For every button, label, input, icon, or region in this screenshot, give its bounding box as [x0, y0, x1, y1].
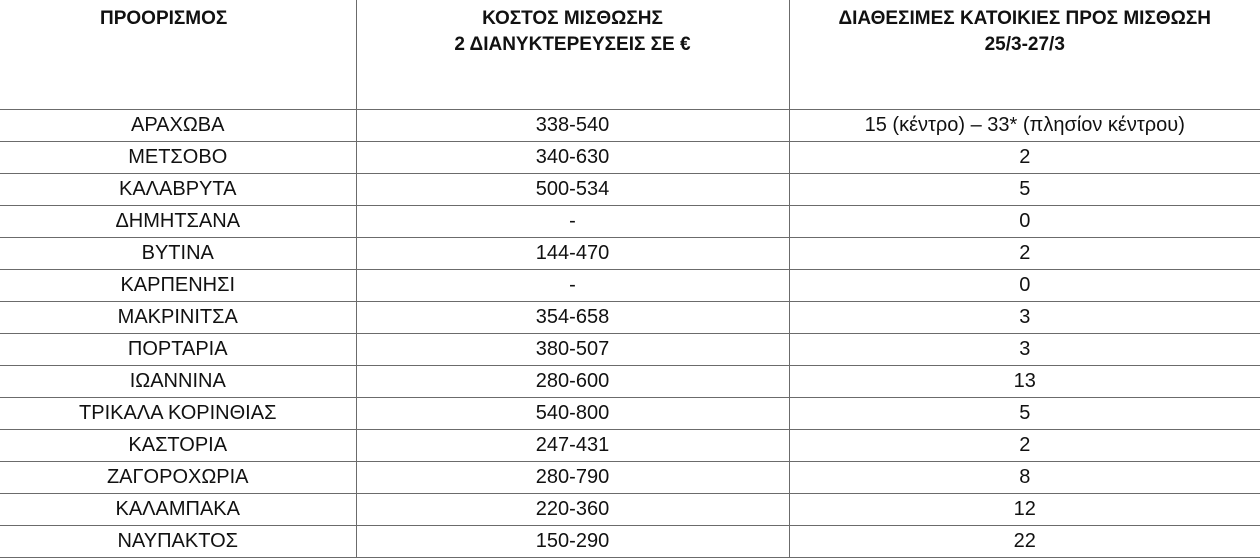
- table-row: [0, 301, 1260, 333]
- cell-destination: ΑΡΑΧΩΒΑ: [0, 109, 356, 141]
- cell-cost: 247-431: [356, 429, 789, 461]
- table-row: [0, 269, 1260, 301]
- cell-available: 13: [789, 365, 1260, 397]
- cell-destination: ΚΑΣΤΟΡΙΑ: [0, 429, 356, 461]
- cell-destination: ΙΩΑΝΝΙΝΑ: [0, 365, 356, 397]
- header-destination-label: ΠΡΟΟΡΙΣΜΟΣ: [100, 6, 356, 32]
- cell-cost: 280-600: [356, 365, 789, 397]
- header-cost: [356, 0, 789, 109]
- table-body: [0, 109, 1260, 557]
- header-row: [0, 0, 1260, 109]
- cell-available: 2: [789, 237, 1260, 269]
- cell-cost: -: [356, 205, 789, 237]
- cell-available: 0: [789, 269, 1260, 301]
- cell-available: 8: [789, 461, 1260, 493]
- header-destination: [0, 0, 356, 109]
- cell-cost: 150-290: [356, 525, 789, 557]
- cell-available: 12: [789, 493, 1260, 525]
- table-header: [0, 0, 1260, 109]
- table-row: [0, 173, 1260, 205]
- header-cost-line2: 2 ΔΙΑΝΥΚΤΕΡΕΥΣΕΙΣ ΣΕ €: [357, 32, 789, 58]
- cell-destination: ΒΥΤΙΝΑ: [0, 237, 356, 269]
- table-row: [0, 429, 1260, 461]
- cell-available: 2: [789, 429, 1260, 461]
- header-available-line2: 25/3-27/3: [790, 32, 1260, 58]
- cell-cost: -: [356, 269, 789, 301]
- cell-available: 3: [789, 301, 1260, 333]
- table-row: [0, 205, 1260, 237]
- cell-available: 2: [789, 141, 1260, 173]
- cell-cost: 144-470: [356, 237, 789, 269]
- cell-cost: 280-790: [356, 461, 789, 493]
- table-row: [0, 141, 1260, 173]
- table-row: [0, 365, 1260, 397]
- cell-destination: ΜΑΚΡΙΝΙΤΣΑ: [0, 301, 356, 333]
- cell-available: 5: [789, 397, 1260, 429]
- table-row: [0, 109, 1260, 141]
- cell-cost: 340-630: [356, 141, 789, 173]
- header-cost-line1: ΚΟΣΤΟΣ ΜΙΣΘΩΣΗΣ: [357, 6, 789, 32]
- table-row: [0, 493, 1260, 525]
- table-row: [0, 525, 1260, 557]
- cell-destination: ΖΑΓΟΡΟΧΩΡΙΑ: [0, 461, 356, 493]
- cell-cost: 540-800: [356, 397, 789, 429]
- cell-available: 5: [789, 173, 1260, 205]
- cell-available: 3: [789, 333, 1260, 365]
- table-row: [0, 397, 1260, 429]
- cell-destination: ΠΟΡΤΑΡΙΑ: [0, 333, 356, 365]
- cell-available: 22: [789, 525, 1260, 557]
- cell-cost: 380-507: [356, 333, 789, 365]
- table-row: [0, 237, 1260, 269]
- cell-destination: ΚΑΛΑΒΡΥΤΑ: [0, 173, 356, 205]
- header-available-line1: ΔΙΑΘΕΣΙΜΕΣ ΚΑΤΟΙΚΙΕΣ ΠΡΟΣ ΜΙΣΘΩΣΗ: [790, 6, 1260, 32]
- table-row: [0, 333, 1260, 365]
- cell-cost: 220-360: [356, 493, 789, 525]
- table-row: [0, 461, 1260, 493]
- cell-cost: 354-658: [356, 301, 789, 333]
- cell-destination: ΝΑΥΠΑΚΤΟΣ: [0, 525, 356, 557]
- cell-available: 0: [789, 205, 1260, 237]
- header-available: [789, 0, 1260, 109]
- cell-available: 15 (κέντρο) – 33* (πλησίον κέντρου): [789, 109, 1260, 141]
- cell-destination: ΜΕΤΣΟΒΟ: [0, 141, 356, 173]
- cell-cost: 500-534: [356, 173, 789, 205]
- cell-destination: ΚΑΛΑΜΠΑΚΑ: [0, 493, 356, 525]
- cell-cost: 338-540: [356, 109, 789, 141]
- cell-destination: ΔΗΜΗΤΣΑΝΑ: [0, 205, 356, 237]
- cell-destination: ΤΡΙΚΑΛΑ ΚΟΡΙΝΘΙΑΣ: [0, 397, 356, 429]
- cell-destination: ΚΑΡΠΕΝΗΣΙ: [0, 269, 356, 301]
